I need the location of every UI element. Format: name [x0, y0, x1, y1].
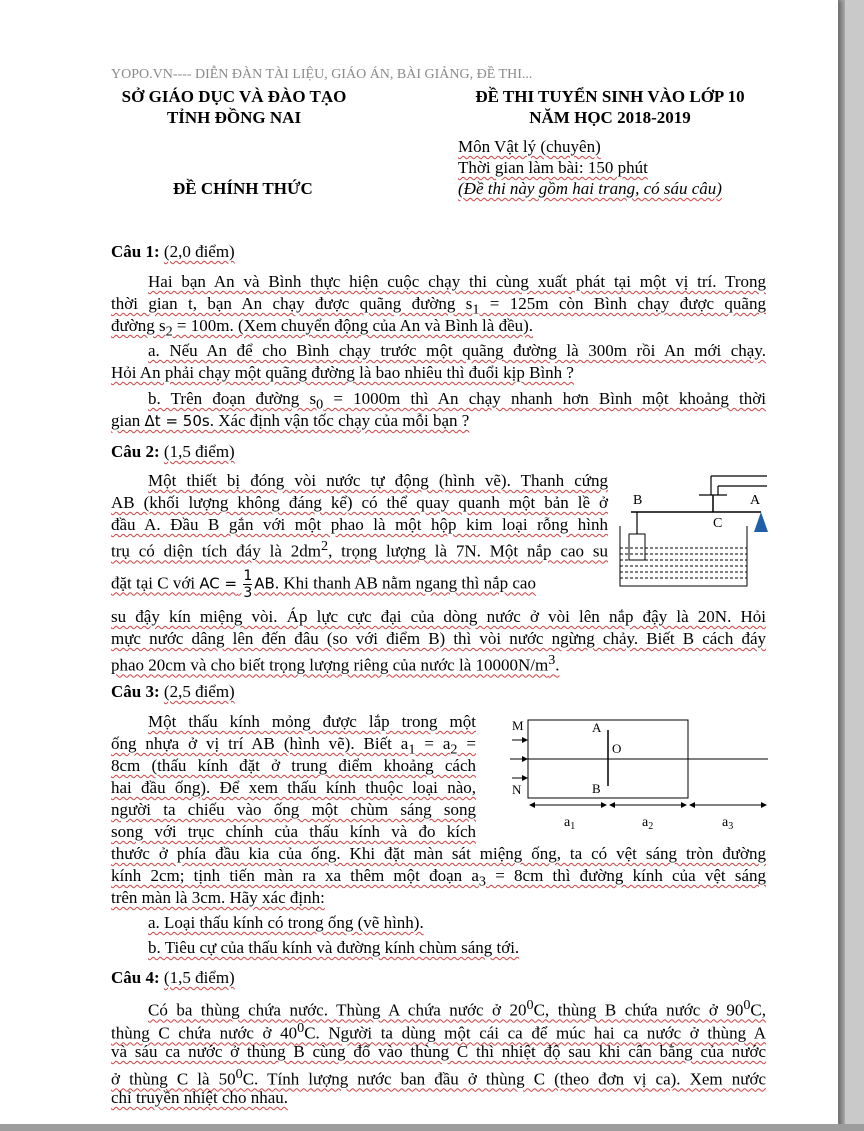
fig2-label-b: B [633, 493, 643, 508]
q1-text: Hai bạn An và Bình thực hiện cuộc chạy thi cùng xuất phát tại một vị trí. Trong [148, 272, 766, 291]
fig3-label-a: A [592, 720, 602, 735]
fig3-label-a1: $a_1$ [564, 815, 576, 832]
exam-title: ĐỀ THI TUYỂN SINH VÀO LỚP 10 [475, 87, 745, 106]
q2-text: su đậy kín miệng vòi. Áp lực cực đại của dòng nước ở vòi lên nắp đậy là 20N. Hỏi [111, 607, 766, 626]
q2-text: AB (khối lượng không đáng kể) có thể quay quanh một bản lề ở [111, 493, 608, 512]
q4-text: Có ba thùng chứa nước. Thùng A chứa nước ở $20^0C$, thùng B chứa nước ở $90^0C$, [148, 997, 767, 1020]
province-name: TỈNH ĐỒNG NAI [166, 108, 302, 127]
fig3-label-o: O [612, 741, 622, 756]
q4-text: thùng C chứa nước ở $40^0C$. Người ta dùng một cái ca để múc hai ca nước ở thùng A [111, 1020, 767, 1043]
q2-text: đặt tại C với AC = $\frac{1}{3}$ AB. Khi thanh AB nằm ngang thì nắp cao [111, 568, 536, 601]
q1-part-a: a. Nếu An để cho Bình chạy trước một quãng đường là 300m rồi An mới chạy. [148, 341, 766, 360]
watermark-text: YOPO.VN---- DIỄN ĐÀN TÀI LIỆU, GIÁO ÁN, BÀI GIẢNG, ĐỀ THI... [111, 67, 533, 82]
fig3-label-a2: $a_2$ [642, 815, 654, 832]
q3-heading: Câu 3: (2,5 điểm) [111, 682, 235, 701]
q2-text: trụ có diện tích đáy là $2dm^2$, trọng lượng là 7N. Một nắp cao su [111, 538, 609, 561]
fig3-label-m: M [512, 718, 524, 733]
q3-text: người ta chiếu vào ống một chùm sáng song [111, 800, 476, 819]
q4-text: và sáu ca nước ở thùng B cùng đổ vào thùng C thì nhiệt độ sau khi cân bằng của nước [111, 1042, 766, 1061]
q4-text: ở thùng C là $50^0C$. Tính lượng nước ban đầu ở thùng C (theo đơn vị ca). Xem nước [111, 1066, 766, 1089]
subject-line: Môn Vật lý (chuyên) [458, 137, 601, 156]
q4-heading: Câu 4: (1,5 điểm) [111, 968, 235, 987]
fig3-label-b: B [592, 781, 601, 796]
q1-part-b: b. Trên đoạn đường $s_0 = 1000m$ thì An chạy nhanh hơn Bình một khoảng thời [148, 389, 766, 413]
fig3-label-n: N [512, 782, 522, 797]
q2-text: mực nước dâng lên đến đâu (so với điểm B) thì vòi nước ngừng chảy. Biết B cách đáy [111, 629, 766, 648]
q3-lens-figure [508, 712, 770, 832]
q2-heading: Câu 2: (1,5 điểm) [111, 442, 235, 461]
q1-text: đường $s_2 = 100m$. (Xem chuyển động của An và Bình là đều). [111, 316, 534, 340]
official-label: ĐỀ CHÍNH THỨC [173, 179, 313, 198]
school-year: NĂM HỌC 2018-2019 [529, 108, 691, 127]
q3-text: Một thấu kính mỏng được lắp trong một [148, 712, 476, 731]
page-note: (Đề thi này gồm hai trang, có sáu câu) [458, 179, 722, 198]
q3-text: kính 2cm; tịnh tiến màn ra xa thêm một đoạn $a_3 = 8cm$ thì đường kính của vệt sáng [111, 866, 767, 890]
q3-text: thước ở phía đầu kia của ống. Khi đặt màn sát miệng ống, ta có vệt sáng tròn đường [111, 844, 766, 863]
q3-part-a: a. Loại thấu kính có trong ống (vẽ hình). [148, 913, 424, 932]
fig2-label-a: A [750, 493, 761, 508]
q1-text: thời gian t, bạn An chạy được quãng đường $s_1 = 125m$ còn Bình chạy được quãng [111, 294, 766, 318]
fig3-label-a3: $a_3$ [722, 815, 734, 832]
q3-text: trên màn là 3cm. Hãy xác định: [111, 888, 325, 907]
q2-text: Một thiết bị đóng vòi nước tự động (hình vẽ). Thanh cứng [148, 471, 608, 490]
q3-part-b: b. Tiêu cự của thấu kính và đường kính chùm sáng tới. [148, 938, 520, 957]
q2-valve-figure [615, 468, 775, 594]
q3-text: hai đầu ống). Để xem thấu kính thuộc loại nào, [111, 778, 476, 797]
q1-heading: Câu 1: (2,0 điểm) [111, 242, 235, 261]
q2-text: phao 20cm và cho biết trọng lượng riêng của nước là $10000N/m^3$. [111, 652, 560, 675]
q2-text: đầu A. Đầu B gắn với một phao là một hộp kim loại rỗng hình [111, 515, 608, 534]
q1-part-b: gian Δt = 50s. Xác định vận tốc chạy của mỗi bạn ? [111, 411, 470, 430]
q3-text: 8cm (thấu kính đặt ở trung điểm khoảng cách [111, 756, 476, 775]
horizontal-scrollbar[interactable] [0, 1124, 864, 1131]
q1-part-a: Hỏi An phải chạy một quãng đường là bao nhiêu thì đuổi kịp Bình ? [111, 363, 574, 382]
q4-text: chỉ truyền nhiệt cho nhau. [111, 1088, 289, 1107]
vertical-scrollbar[interactable] [845, 0, 864, 1131]
q3-text: song với trục chính của thấu kính và đo kích [111, 822, 476, 841]
duration-line: Thời gian làm bài: 150 phút [458, 158, 648, 177]
q3-text: ống nhựa ở vị trí AB (hình vẽ). Biết $a_1 = a_2$ = [111, 734, 476, 758]
fig2-label-c: C [713, 516, 723, 531]
department-name: SỞ GIÁO DỤC VÀ ĐÀO TẠO [121, 87, 347, 106]
